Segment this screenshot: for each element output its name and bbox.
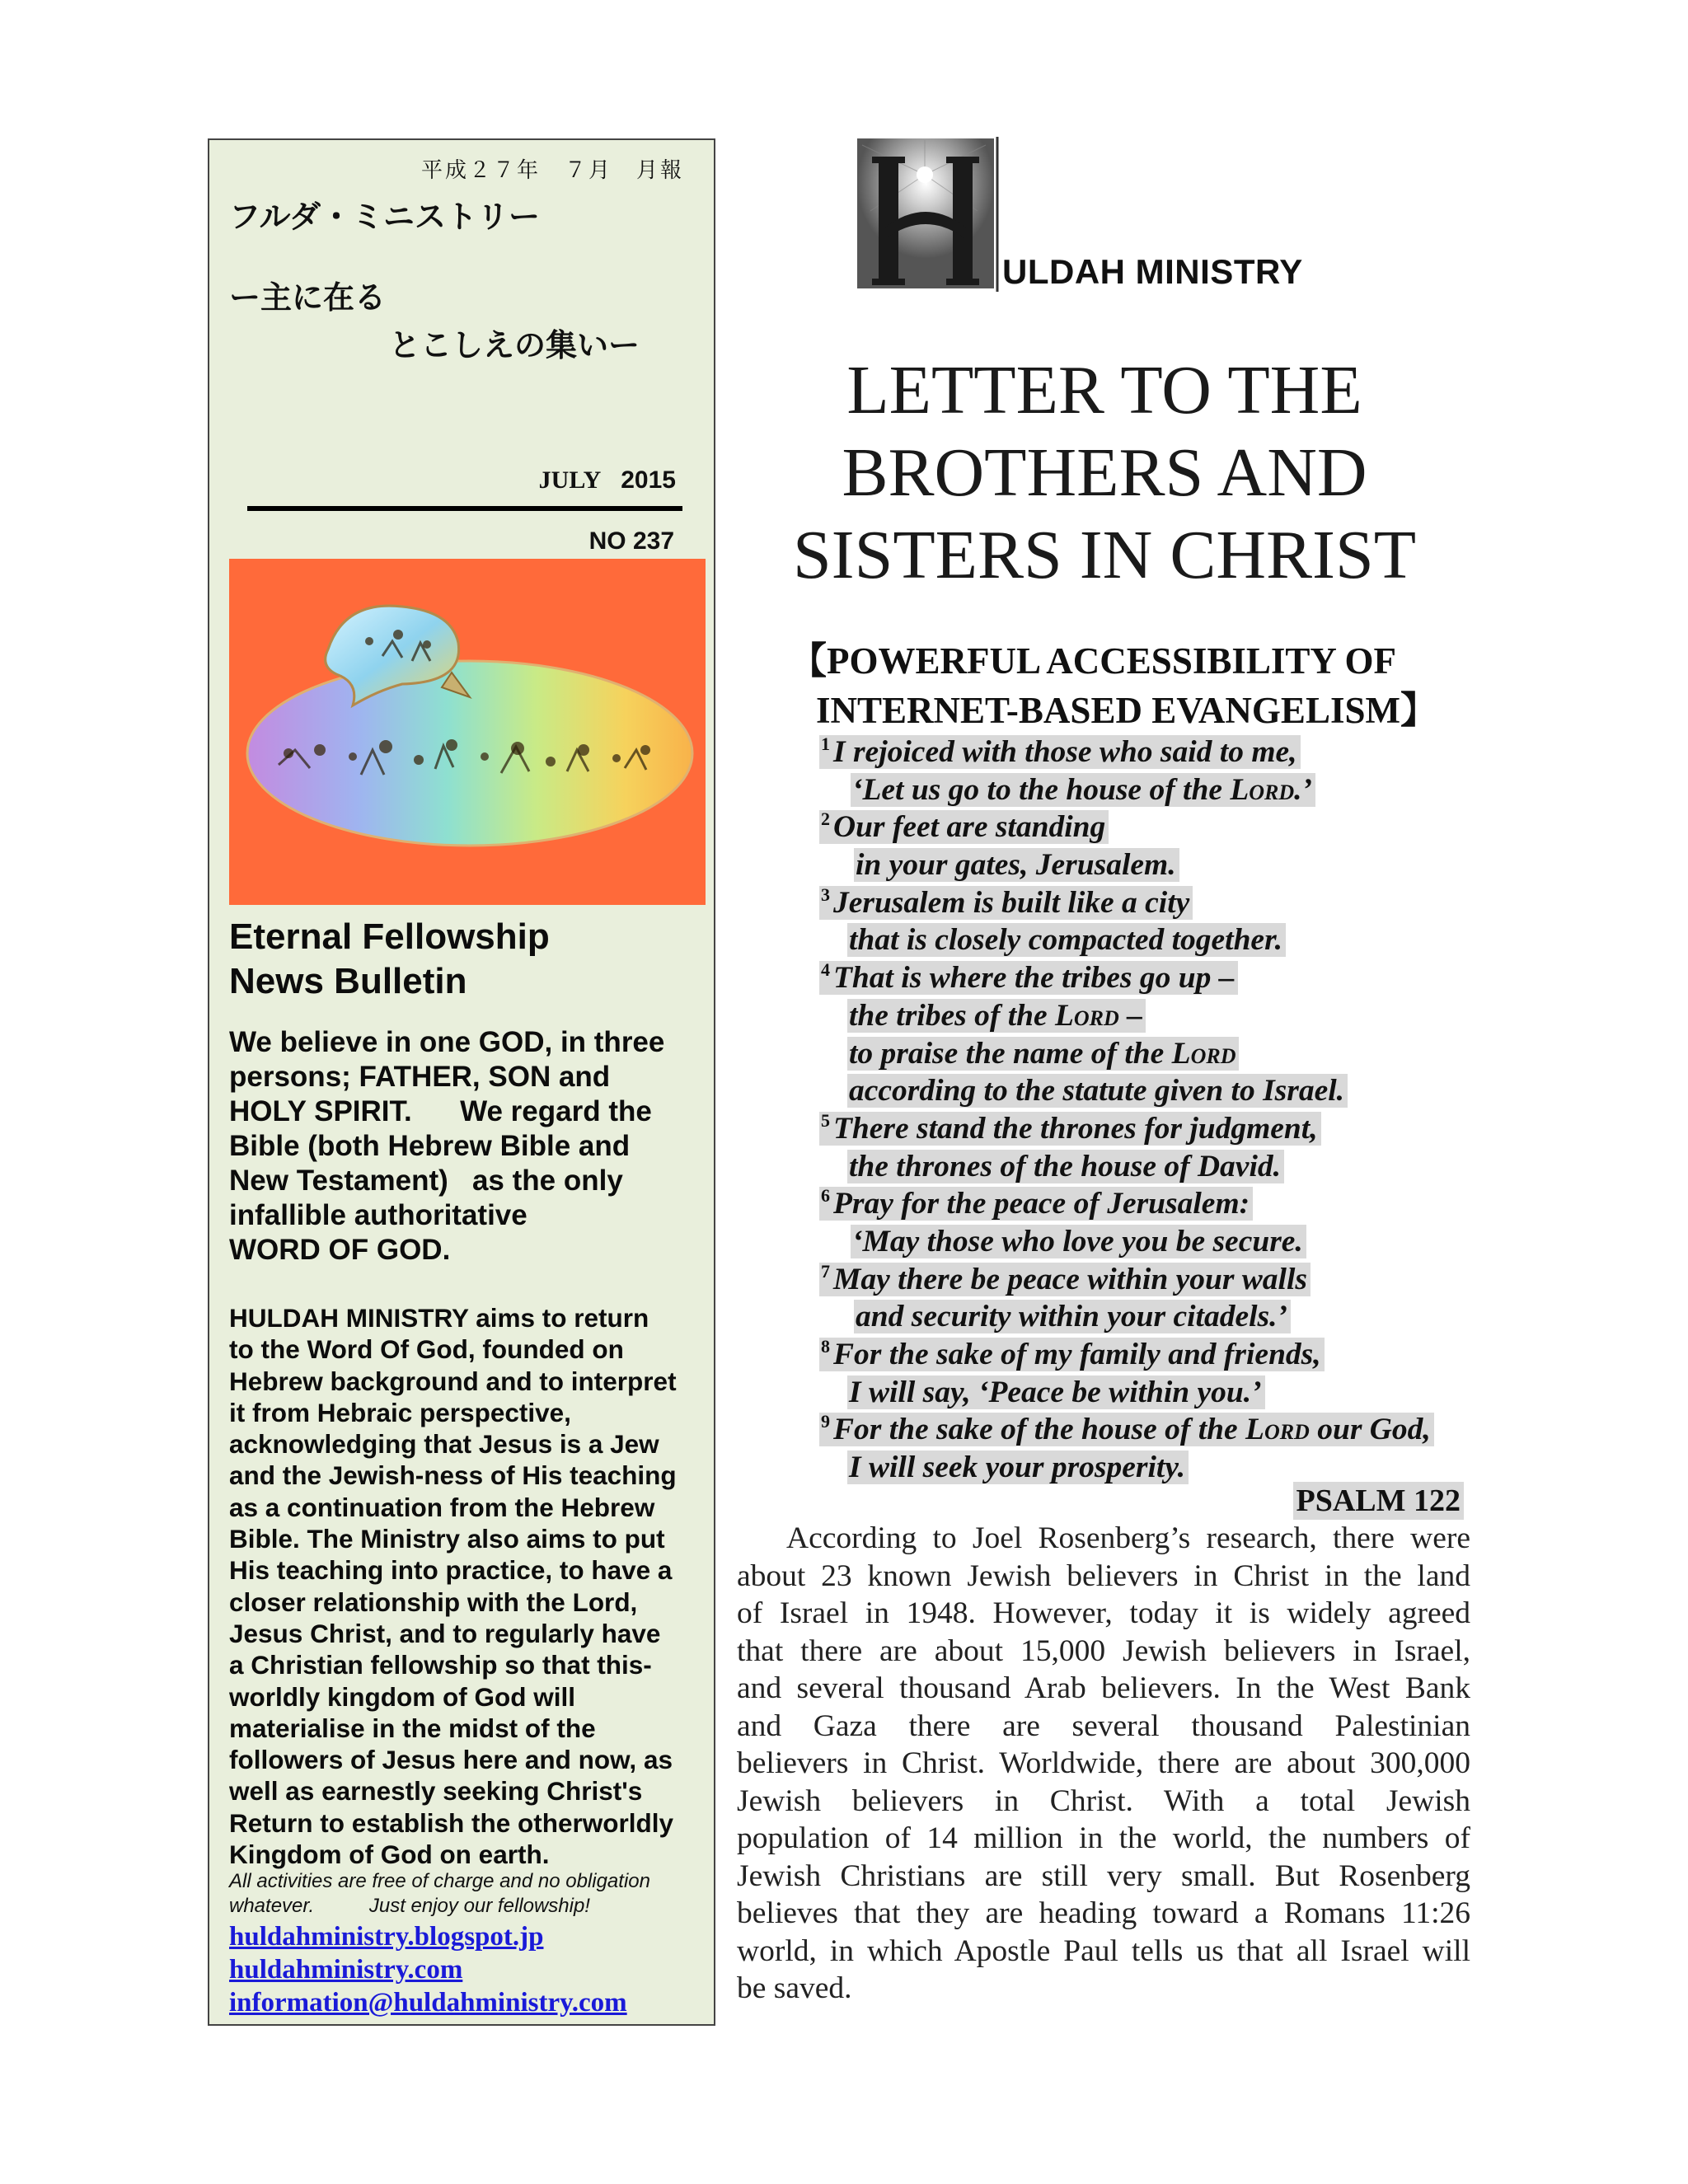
issue-month	[539, 466, 676, 494]
verse-text: Jerusalem is built like a city	[833, 885, 1190, 920]
title-line: SISTERS IN CHRIST	[792, 517, 1417, 593]
body-line: population of 14 million in the world, the numbers of	[737, 1821, 1470, 1855]
verse-text: that is closely compacted together.	[849, 923, 1282, 958]
aims-line: Return to establish the otherworldly	[229, 1807, 674, 1838]
aims-line: acknowledging that Jesus is a Jew	[229, 1429, 659, 1460]
statement-of-faith	[229, 1025, 707, 1268]
verse-text: and security within your citadels.’	[856, 1300, 1287, 1334]
verse-number: 1	[821, 733, 830, 754]
aims-line: Kingdom of God on earth.	[229, 1840, 550, 1870]
psalm-line	[854, 1300, 1291, 1333]
aims-line: as a continuation from the Hebrew	[229, 1492, 655, 1522]
aims-line: Jesus Christ, and to regularly have	[229, 1618, 661, 1648]
faith-line: New Testament) as the only	[229, 1165, 623, 1197]
verse-number: 3	[821, 883, 830, 905]
faith-line: infallible authoritative	[229, 1199, 528, 1231]
bulletin-title-line1: Eternal Fellowship	[229, 916, 550, 957]
verse-text: –	[1118, 998, 1142, 1033]
aims-line: His teaching into practice, to have a	[229, 1555, 673, 1586]
psalm-line	[819, 1187, 1253, 1221]
body-line: that there are about 15,000 Jewish believers in Israel,	[737, 1633, 1470, 1668]
faith-line: HOLY SPIRIT. We regard the	[229, 1095, 652, 1127]
verse-number: 4	[821, 959, 830, 981]
verse-text: ‘May those who love you be secure.	[852, 1224, 1303, 1258]
verse-text: I will seek your prosperity.	[849, 1451, 1185, 1485]
japanese-date: 平成２７年 ７月 月報	[420, 158, 684, 183]
faith-line: Bible (both Hebrew Bible and	[229, 1130, 631, 1162]
blog-link[interactable]: huldahministry.blogspot.jp	[229, 1922, 544, 1952]
verse-number: 8	[821, 1336, 830, 1357]
sidebar-bulletin-box	[208, 138, 715, 2026]
faith-line: WORD OF GOD.	[229, 1234, 451, 1266]
japanese-subtitle-1: ー主に在る	[229, 279, 387, 316]
body-line: be saved.	[737, 1971, 852, 2005]
article-subheading	[790, 636, 1437, 735]
verse-text: That is where the tribes go up –	[833, 961, 1235, 996]
email-link[interactable]: information@huldahministry.com	[229, 1988, 627, 2018]
body-line: believers in Christ. Worldwide, there are about 300,000	[737, 1746, 1470, 1780]
aims-line: it from Hebraic perspective,	[229, 1397, 571, 1427]
body-line: and Gaza there are several thousand Palestinian	[737, 1708, 1470, 1743]
psalm-quote	[819, 733, 1434, 1487]
verse-text: There stand the thrones for judgment,	[833, 1111, 1318, 1146]
verse-text: Pray for the peace of Jerusalem:	[833, 1187, 1250, 1221]
psalm-line	[819, 1260, 1311, 1296]
body-line: of Israel in 1948. However, today it is widely agreed	[737, 1596, 1470, 1630]
letter-title	[742, 349, 1467, 597]
aims-line: closer relationship with the Lord,	[229, 1586, 638, 1617]
body-line: believes that they are heading toward a Romans 11:26	[737, 1896, 1470, 1930]
lord-smallcaps: Lord	[1171, 1036, 1236, 1071]
verse-text: Our feet are standing	[833, 810, 1106, 845]
psalm-line	[819, 883, 1193, 920]
verse-text: May there be peace within your walls	[833, 1262, 1307, 1296]
faith-line: persons; FATHER, SON and	[229, 1061, 611, 1093]
bulletin-title-line2: News Bulletin	[229, 961, 467, 1001]
psalm-line	[847, 1451, 1189, 1484]
psalm-line	[819, 810, 1109, 844]
verse-text: I will say, ‘Peace be within you.’	[849, 1375, 1262, 1409]
body-line: and several thousand Arab believers. In the West Bank	[737, 1671, 1470, 1705]
body-line: According to Joel Rosenberg’s research, there were	[786, 1521, 1470, 1555]
body-line: world, in which Apostle Paul tells us that all Israel will	[737, 1933, 1470, 1968]
japanese-subtitle-2: とこしえの集いー	[389, 327, 640, 363]
cover-artwork-image	[229, 559, 706, 905]
body-line: about 23 known Jewish believers in Christ in the land	[737, 1558, 1470, 1593]
year-label: 2015	[621, 466, 676, 494]
psalm-line	[847, 1074, 1348, 1108]
psalm-line	[847, 999, 1146, 1033]
h-emblem-icon	[854, 137, 1001, 292]
title-line: BROTHERS AND	[842, 434, 1367, 511]
verse-text: to praise the name of the	[849, 1036, 1172, 1071]
aims-line: Bible. The Ministry also aims to put	[229, 1524, 665, 1554]
lord-smallcaps: Lord	[1245, 1413, 1310, 1447]
psalm-reference: PSALM 122	[1293, 1482, 1465, 1520]
psalm-line	[819, 735, 1301, 769]
faith-line: We believe in one GOD, in three	[229, 1026, 665, 1058]
body-line: Jewish Christians are still very small. But Rosenberg	[737, 1858, 1470, 1893]
verse-number: 6	[821, 1185, 830, 1207]
subhead-line: 【POWERFUL ACCESSIBILITY OF	[790, 640, 1396, 682]
psalm-line	[854, 848, 1179, 882]
aims-line: worldly kingdom of God will	[229, 1681, 575, 1712]
free-of-charge-note	[229, 1869, 710, 1919]
verse-text: For the sake of my family and friends,	[833, 1338, 1321, 1371]
verse-text: our God,	[1309, 1413, 1431, 1447]
rainbow-oval-illustration	[229, 559, 706, 905]
japanese-ministry-name: フルダ・ミニストリー	[229, 199, 540, 235]
contact-links	[229, 1920, 627, 2019]
psalm-line	[819, 1109, 1321, 1146]
psalm-line	[851, 773, 1315, 807]
psalm-line	[819, 1338, 1325, 1371]
verse-text: ‘Let us go to the house of the	[852, 772, 1231, 807]
website-link[interactable]: huldahministry.com	[229, 1955, 463, 1985]
psalm-line	[847, 1037, 1239, 1071]
aims-line: materialise in the midst of the	[229, 1713, 596, 1743]
lord-smallcaps: Lord	[1055, 998, 1119, 1033]
subhead-line: INTERNET-BASED EVANGELISM】	[816, 690, 1437, 731]
issue-number: NO 237	[588, 527, 674, 555]
psalm-line	[847, 1150, 1284, 1183]
month-label: JULY	[538, 466, 602, 494]
article-body	[737, 1520, 1470, 2008]
verse-number: 9	[821, 1411, 830, 1432]
verse-text: the thrones of the house of David.	[849, 1149, 1281, 1183]
aims-line: well as earnestly seeking Christ's	[229, 1776, 643, 1807]
psalm-line	[851, 1225, 1306, 1258]
huldah-logo	[854, 137, 1001, 292]
verse-text: the tribes of the	[849, 998, 1055, 1033]
aims-line: and the Jewish-ness of His teaching	[229, 1460, 677, 1491]
verse-text: according to the statute given to Israel.	[849, 1074, 1345, 1108]
psalm-line	[847, 1376, 1265, 1409]
ministry-name-logo-text: ULDAH MINISTRY	[1002, 252, 1303, 291]
psalm-line	[819, 1413, 1434, 1446]
aims-line: followers of Jesus here and now, as	[229, 1745, 673, 1775]
aims-line: to the Word Of God, founded on	[229, 1334, 624, 1365]
psalm-line	[847, 923, 1286, 957]
lord-smallcaps: Lord	[1230, 772, 1295, 807]
title-line: LETTER TO THE	[846, 352, 1362, 429]
free-note-line: whatever. Just enjoy our fellowship!	[229, 1895, 590, 1917]
verse-text: .’	[1294, 772, 1313, 807]
psalm-line	[819, 961, 1238, 995]
verse-number: 7	[821, 1260, 830, 1282]
verse-text: For the sake of the house of the	[833, 1413, 1246, 1447]
aims-line: Hebrew background and to interpret	[229, 1366, 677, 1396]
free-note-line: All activities are free of charge and no obligation	[229, 1870, 650, 1892]
aims-line: HULDAH MINISTRY aims to return	[229, 1303, 649, 1333]
verse-number: 5	[821, 1109, 830, 1131]
verse-text: in your gates, Jerusalem.	[856, 848, 1176, 883]
divider-rule	[247, 506, 682, 511]
verse-number: 2	[821, 808, 830, 830]
aims-line: a Christian fellowship so that this-	[229, 1650, 652, 1680]
bulletin-title	[229, 915, 699, 1004]
verse-text: I rejoiced with those who said to me,	[833, 735, 1297, 769]
body-line: Jewish believers in Christ. With a total Jewish	[737, 1783, 1470, 1818]
ministry-aims	[229, 1302, 710, 1870]
